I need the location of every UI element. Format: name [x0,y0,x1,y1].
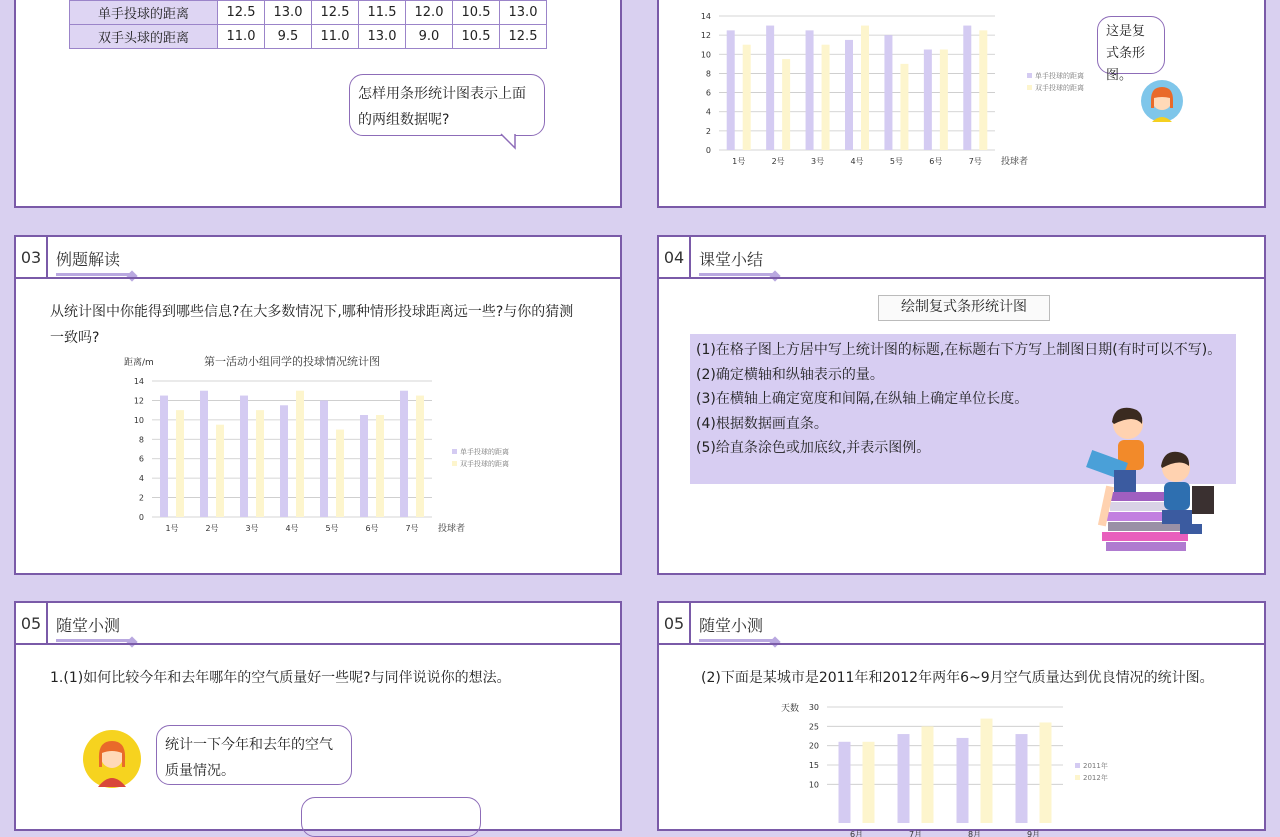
x-tick-label: 2号 [771,157,785,166]
table-cell: 10.5 [453,1,500,25]
y-tick-label: 6 [705,88,711,98]
table-cell: 11.0 [218,25,265,49]
y-tick-label: 2 [138,493,144,503]
bar-双手投球的距离 [900,64,908,150]
summary-item: (3)在横轴上确定宽度和间隔,在纵轴上确定单位长度。 [696,391,1029,407]
x-tick-label: 3号 [811,157,825,166]
table-cell: 12.5 [500,25,547,49]
x-tick-label: 6号 [929,157,943,166]
bar-双手投球的距离 [256,410,264,517]
legend-item: 单手投球的距离 [1035,72,1084,80]
table-cell: 12.5 [218,1,265,25]
table-cell: 13.0 [500,1,547,25]
y-tick-label: 10 [808,780,819,790]
y-tick-label: 0 [138,513,144,522]
bar-2011年 [957,738,969,823]
x-tick-label: 4号 [850,157,864,166]
bar-双手投球的距离 [940,50,948,151]
slide-data-table [14,0,622,208]
slide-quiz-2 [657,601,1266,837]
bar-双手投球的距离 [296,391,304,517]
y-axis-label: 天数 [781,704,800,714]
bar-单手投球的距离 [884,35,892,150]
y-axis-label: 距离/m [124,358,154,368]
table-cell: 9.5 [265,25,312,49]
y-tick-label: 2 [705,126,711,136]
bubble-text: 统计一下今年和去年的空气质量情况。 [165,737,333,779]
y-tick-label: 0 [705,146,711,155]
bar-双手投球的距离 [416,396,424,517]
question-bubble [349,74,545,136]
bar-2011年 [1016,734,1028,823]
divider [48,277,620,279]
bar-单手投球的距离 [200,391,208,517]
bar-单手投球的距离 [727,30,735,150]
bar-双手投球的距离 [376,415,384,517]
summary-item: (1)在格子图上方居中写上统计图的标题,在标题右下方写上制图日期(有时可以不写)。 [696,342,1222,358]
y-tick-label: 10 [133,415,144,425]
table-row-label: 双手头球的距离 [70,25,218,49]
y-tick-label: 25 [808,722,819,732]
x-tick-label: 4号 [285,524,299,533]
bar-单手投球的距离 [320,400,328,517]
bar-单手投球的距离 [845,40,853,150]
chart-throw-distance-2 [112,349,552,539]
bubble-tail [501,134,541,154]
x-tick-label: 2号 [205,524,219,533]
x-tick-label: 5号 [325,524,339,533]
y-tick-label: 4 [705,107,711,117]
kids-reading-illustration [1084,402,1234,567]
table-cell: 11.5 [359,1,406,25]
legend-swatch [1027,73,1032,78]
y-tick-label: 20 [808,741,819,751]
section-title: 课堂小结 [699,247,763,272]
comment-bubble [1097,16,1165,83]
question-text: 从统计图中你能得到哪些信息?在大多数情况下,哪种情形投球距离远一些?与你的猜测一致吗? [50,304,574,346]
x-tick-label: 3号 [245,524,259,533]
x-tick-label: 7月 [908,830,923,837]
table-cell: 13.0 [359,25,406,49]
bar-单手投球的距离 [400,391,408,517]
legend-item: 双手投球的距离 [460,460,509,468]
legend-item: 2011年 [1083,762,1108,770]
x-axis-label: 投球者 [438,524,466,534]
slide-example-reading [14,235,622,575]
bar-2012年 [922,726,934,823]
question-text: 1.(1)如何比较今年和去年哪年的空气质量好一些呢?与同伴说说你的想法。 [50,670,511,686]
bar-双手投球的距离 [822,45,830,150]
bar-单手投球的距离 [280,405,288,517]
bar-双手投球的距离 [979,30,987,150]
bar-2011年 [839,742,851,823]
bar-单手投球的距离 [360,415,368,517]
table-cell: 11.0 [312,25,359,49]
bar-双手投球的距离 [216,425,224,517]
y-tick-label: 12 [700,31,711,41]
section-title: 随堂小测 [699,613,763,638]
y-tick-label: 15 [808,761,819,770]
y-tick-label: 12 [133,396,144,406]
bar-双手投球的距离 [743,45,751,150]
summary-item: (2)确定横轴和纵轴表示的量。 [696,366,884,383]
bubble-text: 怎样用条形统计图表示上面的两组数据呢? [358,86,526,128]
table-cell: 13.0 [265,1,312,25]
table-row [70,1,547,25]
y-tick-label: 30 [808,703,819,712]
y-tick-label: 6 [138,454,144,464]
legend-swatch [452,449,457,454]
y-tick-label: 8 [138,435,144,445]
summary-item: (4)根据数据画直条。 [696,415,828,432]
legend-item: 2012年 [1083,774,1108,782]
girl-avatar-icon [1139,78,1185,124]
table-cell: 12.0 [406,1,453,25]
slide-summary [657,235,1266,575]
x-tick-label: 6月 [849,830,864,837]
section-number: 03 [16,237,48,279]
divider [691,277,1264,279]
table-cell: 12.5 [312,1,359,25]
x-tick-label: 9月 [1026,830,1041,837]
bar-双手投球的距离 [782,59,790,150]
divider [48,643,620,645]
slide-chart-top [657,0,1266,208]
summary-title-box: 绘制复式条形统计图 [878,295,1050,321]
x-tick-label: 8月 [967,830,982,837]
x-axis-label: 投球者 [1001,157,1029,167]
y-tick-label: 14 [133,377,144,386]
legend-swatch [1027,85,1032,90]
x-tick-label: 6号 [365,524,379,533]
bar-2011年 [898,734,910,823]
legend-item: 单手投球的距离 [460,448,509,456]
section-number: 05 [659,603,691,645]
y-tick-label: 4 [138,474,144,484]
question-text: (2)下面是某城市是2011年和2012年两年6~9月空气质量达到优良情况的统计图。 [701,670,1214,686]
y-tick-label: 8 [705,69,711,79]
x-tick-label: 1号 [165,524,179,533]
bar-单手投球的距离 [160,396,168,517]
bar-单手投球的距离 [766,26,774,150]
section-title: 例题解读 [56,247,120,272]
legend-item: 双手投球的距离 [1035,84,1084,92]
bubble-text: 这是复式条形图。 [1106,24,1146,83]
answer-bubble [156,725,352,785]
x-tick-label: 5号 [889,157,903,166]
table-cell: 10.5 [453,25,500,49]
bar-单手投球的距离 [240,396,248,517]
chart-air-quality [769,697,1109,837]
x-tick-label: 7号 [968,157,982,166]
section-number: 05 [16,603,48,645]
bar-2012年 [863,742,875,823]
summary-item: (5)给直条涂色或加底纹,并表示图例。 [696,440,931,456]
girl-avatar-icon [82,729,142,789]
y-tick-label: 10 [700,50,711,60]
partial-bubble [301,797,481,837]
legend-swatch [1075,763,1080,768]
slide-quiz-1 [14,601,622,831]
x-tick-label: 1号 [732,157,746,166]
chart-throw-distance-1 [689,0,1109,180]
y-tick-label: 14 [700,12,711,21]
chart-title: 第一活动小组同学的投球情况统计图 [204,355,380,368]
table-row-label: 单手投球的距离 [70,1,218,25]
x-tick-label: 7号 [405,524,419,533]
bar-双手投球的距离 [861,26,869,150]
bar-2012年 [981,719,993,823]
legend-swatch [1075,775,1080,780]
bar-双手投球的距离 [176,410,184,517]
legend-swatch [452,461,457,466]
section-title: 随堂小测 [56,613,120,638]
divider [691,643,1264,645]
bar-单手投球的距离 [963,26,971,150]
bar-2012年 [1040,722,1052,823]
bar-单手投球的距离 [806,30,814,150]
bar-双手投球的距离 [336,430,344,517]
bar-单手投球的距离 [924,50,932,151]
section-number: 04 [659,237,691,279]
table-row [70,25,547,49]
distance-table [69,0,547,49]
table-cell: 9.0 [406,25,453,49]
